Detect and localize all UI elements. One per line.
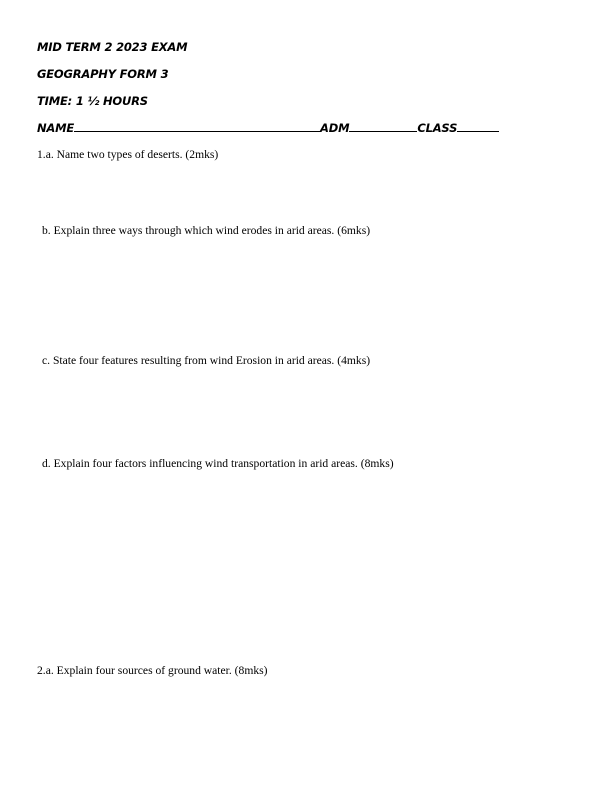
class-blank[interactable]	[457, 121, 499, 132]
question-1c: c. State four features resulting from wind Erosion in arid areas. (4mks)	[42, 354, 371, 367]
adm-label: ADM	[320, 121, 350, 135]
question-1b: b. Explain three ways through which wind erodes in arid areas. (6mks)	[42, 224, 371, 237]
name-label: NAME	[37, 121, 75, 135]
question-1d: d. Explain four factors influencing wind transportation in arid areas. (8mks)	[42, 457, 394, 470]
exam-duration: TIME: 1 ½ HOURS	[37, 94, 148, 108]
adm-blank[interactable]	[349, 121, 417, 132]
class-label: CLASS	[417, 121, 458, 135]
question-2a: 2.a. Explain four sources of ground water. (8mks)	[37, 664, 268, 677]
student-details-line	[37, 121, 507, 135]
question-1a: 1.a. Name two types of deserts. (2mks)	[37, 148, 219, 161]
subject-title: GEOGRAPHY FORM 3	[37, 67, 169, 81]
name-blank[interactable]	[74, 121, 320, 132]
exam-title: MID TERM 2 2023 EXAM	[37, 40, 188, 54]
